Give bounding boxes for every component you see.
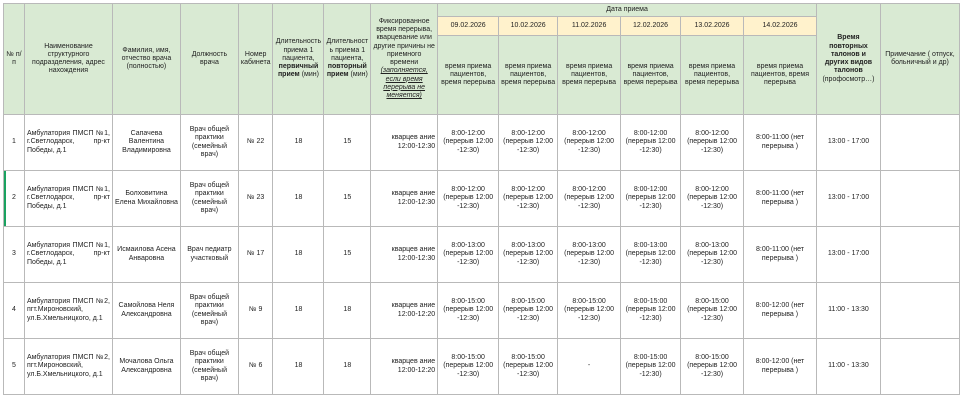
header-date: 12.02.2026 [621,17,681,36]
row-primary[interactable]: 18 [273,339,324,395]
row-repeat[interactable]: 15 [324,171,371,227]
row-fixed-break[interactable]: кварцев ание 12:00-12:30 [371,171,438,227]
table-row [4,227,960,283]
row-repeat[interactable]: 18 [324,283,371,339]
row-day[interactable]: 8:00-15:00 (перерыв 12:00 -12:30) [681,283,744,339]
row-primary[interactable]: 18 [273,283,324,339]
row-fixed-break[interactable]: кварцев ание 12:00-12:20 [371,339,438,395]
row-day[interactable]: 8:00-15:00 (перерыв 12:00 -12:30) [499,283,558,339]
row-note[interactable] [880,171,959,227]
table-body [4,115,960,395]
row-day[interactable]: 8:00-12:00 (перерыв 12:00 -12:30) [499,115,558,171]
row-primary[interactable]: 18 [273,227,324,283]
row-repeat[interactable]: 18 [324,339,371,395]
row-note[interactable] [880,283,959,339]
row-day[interactable]: 8:00-13:00 (перерыв 12:00 -12:30) [438,227,499,283]
header-num: № п/п [4,4,25,115]
row-day[interactable]: 8:00-11:00 (нет перерыва ) [744,171,817,227]
header-cabinet: Номер кабинета [238,4,273,115]
row-num[interactable]: 3 [4,227,25,283]
table-row [4,171,960,227]
row-doctor[interactable]: Сапачева Валентина Владимировна [112,115,180,171]
header-primary-text: Длительность приема 1 пациента, [275,38,322,62]
row-day[interactable]: 8:00-13:00 (перерыв 12:00 -12:30) [681,227,744,283]
row-day[interactable]: 8:00-11:00 (нет перерыва ) [744,115,817,171]
row-day[interactable]: 8:00-15:00 (перерыв 12:00 -12:30) [438,339,499,395]
header-repeat-duration [324,4,371,115]
row-note[interactable] [880,339,959,395]
row-day[interactable]: 8:00-12:00 (перерыв 12:00 -12:30) [681,115,744,171]
row-extra-tickets[interactable]: 13:00 - 17:00 [816,171,880,227]
schedule-sheet [3,3,960,395]
row-day[interactable]: 8:00-15:00 (перерыв 12:00 -12:30) [558,283,621,339]
row-extra-tickets[interactable]: 13:00 - 17:00 [816,227,880,283]
header-repeat-tickets-bold: Время повторных талонов и других видов талонов [824,34,873,75]
header-date-sub: время приема пациентов, время перерыва [558,36,621,115]
row-day[interactable]: 8:00-12:00 (перерыв 12:00 -12:30) [499,171,558,227]
header-date: 10.02.2026 [499,17,558,36]
header-date-sub: время приема пациентов, время перерыва [499,36,558,115]
row-position[interactable]: Врач общей практики (семейный врач) [180,171,238,227]
row-day[interactable]: 8:00-15:00 (перерыв 12:00 -12:30) [438,283,499,339]
table-header [4,4,960,115]
header-date: 09.02.2026 [438,17,499,36]
row-day[interactable]: 8:00-12:00 (перерыв 12:00 -12:30) [621,171,681,227]
row-position[interactable]: Врач педиатр участковый [180,227,238,283]
header-date-group: Дата приема [438,4,817,17]
row-fixed-break[interactable]: кварцев ание 12:00-12:30 [371,227,438,283]
header-doctor-name: Фамилия, имя, отчество врача (полностью) [112,4,180,115]
row-extra-tickets[interactable]: 13:00 - 17:00 [816,115,880,171]
row-day[interactable]: 8:00-12:00 (нет перерыва ) [744,283,817,339]
row-division[interactable]: Амбулатория ПМСП №2, пгт.Мироновский, ул.Б.Хмельницкого, д.1 [24,283,112,339]
row-fixed-break[interactable]: кварцев ание 12:00-12:20 [371,283,438,339]
header-division: Наименование структурного подразделения, адрес нахождения [24,4,112,115]
row-num[interactable]: 5 [4,339,25,395]
header-repeat-bold: повторный прием [326,63,367,79]
row-day[interactable]: 8:00-12:00 (нет перерыва ) [744,339,817,395]
row-day[interactable]: 8:00-13:00 (перерыв 12:00 -12:30) [499,227,558,283]
row-day[interactable]: 8:00-12:00 (перерыв 12:00 -12:30) [681,171,744,227]
header-date: 13.02.2026 [681,17,744,36]
header-repeat-tickets-note: (профосмотр…) [822,75,875,83]
row-day[interactable]: 8:00-12:00 (перерыв 12:00 -12:30) [558,115,621,171]
header-position: Должность врача [180,4,238,115]
row-division[interactable]: Амбулатория ПМСП №2, пгт.Мироновский, ул.Б.Хмельницкого, д.1 [24,339,112,395]
table-row [4,283,960,339]
row-day[interactable]: 8:00-12:00 (перерыв 12:00 -12:30) [438,171,499,227]
row-cabinet[interactable]: № 23 [238,171,273,227]
row-division[interactable]: Амбулатория ПМСП №1, г.Светлодарск, пр-кт Победы, д.1 [24,227,112,283]
header-primary-unit: (мин) [299,71,319,79]
row-note[interactable] [880,227,959,283]
header-date-sub: время приема пациентов, время перерыва [621,36,681,115]
row-division[interactable]: Амбулатория ПМСП №1, г.Светлодарск, пр-кт Победы, д.1 [24,171,112,227]
header-fixed-break [371,4,438,115]
header-date-sub: время приема пациентов, время перерыва [438,36,499,115]
row-cabinet[interactable]: № 17 [238,227,273,283]
header-repeat-text: Длительност ь приема 1 пациента, [326,38,369,62]
row-day[interactable]: 8:00-12:00 (перерыв 12:00 -12:30) [438,115,499,171]
table-row [4,339,960,395]
row-position[interactable]: Врач общей практики (семейный врач) [180,115,238,171]
row-day[interactable]: 8:00-15:00 (перерыв 12:00 -12:30) [681,339,744,395]
row-doctor[interactable]: Болховитина Елена Михайловна [112,171,180,227]
row-day[interactable]: 8:00-11:00 (нет перерыва ) [744,227,817,283]
row-num[interactable]: 2 [4,171,25,227]
header-date: 14.02.2026 [744,17,817,36]
header-date-sub: время приема пациентов, время перерыва [681,36,744,115]
row-repeat[interactable]: 15 [324,115,371,171]
row-extra-tickets[interactable]: 11:00 - 13:30 [816,339,880,395]
row-position[interactable]: Врач общей практики (семейный врач) [180,339,238,395]
row-primary[interactable]: 18 [273,171,324,227]
row-primary[interactable]: 18 [273,115,324,171]
header-repeat-unit: (мин) [348,71,368,79]
header-note: Примечание ( отпуск, больничный и др) [880,4,959,115]
row-extra-tickets[interactable]: 11:00 - 13:30 [816,283,880,339]
row-fixed-break[interactable]: кварцев ание 12:00-12:30 [371,115,438,171]
row-day[interactable]: 8:00-13:00 (перерыв 12:00 -12:30) [621,227,681,283]
header-fixed-text: Фиксированное время перерыва, кварцевание или другие причины не приемного времени [373,17,435,66]
row-day[interactable]: 8:00-15:00 (перерыв 12:00 -12:30) [499,339,558,395]
row-division[interactable]: Амбулатория ПМСП №1, г.Светлодарск, пр-кт Победы, д.1 [24,115,112,171]
row-day[interactable]: 8:00-12:00 (перерыв 12:00 -12:30) [558,171,621,227]
header-repeat-tickets [816,4,880,115]
row-doctor[interactable]: Мочалова Ольга Александровна [112,339,180,395]
row-day[interactable]: 8:00-13:00 (перерыв 12:00 -12:30) [558,227,621,283]
header-fixed-note: (заполняется, если время перерыва не меняется) [380,67,428,99]
row-position[interactable]: Врач общей практики (семейный врач) [180,283,238,339]
row-num[interactable]: 4 [4,283,25,339]
row-day[interactable]: 8:00-15:00 (перерыв 12:00 -12:30) [621,339,681,395]
schedule-table [3,3,960,395]
header-primary-bold: первичный прием [277,63,319,79]
row-day[interactable]: - [558,339,621,395]
header-date-sub: время приема пациентов, время перерыва [744,36,817,115]
row-day[interactable]: 8:00-15:00 (перерыв 12:00 -12:30) [621,283,681,339]
row-note[interactable] [880,115,959,171]
row-num[interactable]: 1 [4,115,25,171]
row-repeat[interactable]: 15 [324,227,371,283]
header-date: 11.02.2026 [558,17,621,36]
row-doctor[interactable]: Исмаилова Асена Анваровна [112,227,180,283]
row-cabinet[interactable]: № 6 [238,339,273,395]
row-cabinet[interactable]: № 9 [238,283,273,339]
header-primary-duration [273,4,324,115]
row-day[interactable]: 8:00-12:00 (перерыв 12:00 -12:30) [621,115,681,171]
row-cabinet[interactable]: № 22 [238,115,273,171]
table-row [4,115,960,171]
row-doctor[interactable]: Самойлова Неля Александровна [112,283,180,339]
